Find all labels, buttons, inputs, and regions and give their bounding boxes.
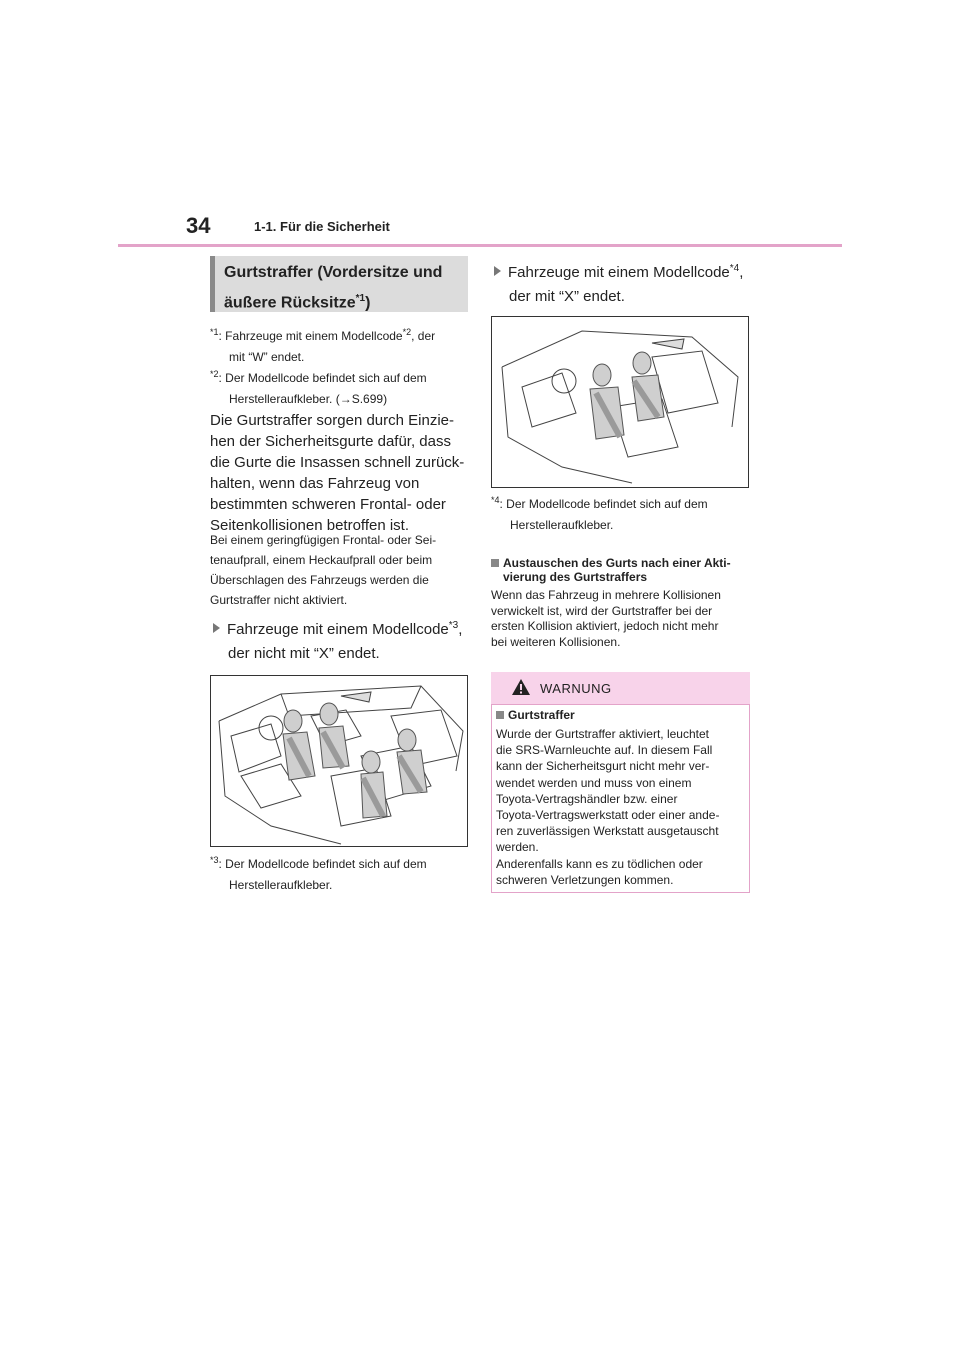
footnote-1-ref: *2	[402, 327, 412, 337]
footnote-1-line-a	[210, 322, 472, 347]
footnote-1-text-b: , der	[411, 329, 436, 343]
para-line: bestimmten schweren Frontal- oder	[210, 496, 446, 513]
page-ref-arrow-icon: →	[339, 392, 352, 406]
footnote-3	[210, 850, 472, 896]
footnote-1-text-a: : Fahrzeuge mit einem Modellcode	[218, 329, 403, 343]
para-line: die Gurte die Insassen schnell zurück-	[210, 454, 465, 471]
section-title: 1-1. Für die Sicherheit	[254, 219, 390, 234]
warning-triangle-icon	[511, 678, 531, 696]
warning-title: WARNUNG	[540, 681, 612, 696]
note-line: Überschlagen des Fahrzeugs werden die	[210, 573, 429, 587]
footnote-3-line-a	[210, 850, 472, 875]
bullet-right-text-b: ,	[739, 264, 744, 281]
warning-line: werden.	[496, 840, 539, 855]
sub-heading-line-1	[491, 556, 753, 570]
warning-line: schweren Verletzungen kommen.	[496, 872, 674, 887]
note-paragraph	[210, 530, 472, 610]
sub-para-line: Wenn das Fahrzeug in mehrere Kollisionen	[491, 588, 721, 602]
warning-item-title	[496, 708, 575, 722]
footnote-2	[210, 364, 472, 410]
note-line: Bei einem geringfügigen Frontal- oder Sei-	[210, 533, 437, 547]
main-paragraph	[210, 410, 472, 536]
heading-line-2	[224, 286, 468, 316]
warning-item-title-text: Gurtstraffer	[508, 708, 575, 722]
bullet-right-text-a: Fahrzeuge mit einem Modellcode	[508, 264, 730, 281]
sub-heading	[491, 556, 753, 584]
footnote-4	[491, 490, 753, 536]
bullet-model-not-x	[213, 614, 475, 666]
sub-para-line: ersten Kollision aktiviert, jedoch nicht mehr	[491, 619, 719, 633]
para-line: Seitenkollisionen betroffen ist.	[210, 517, 410, 534]
heading-line-2-text: äußere Rücksitze	[224, 294, 356, 312]
para-line: halten, wenn das Fahrzeug von	[210, 475, 420, 492]
bullet-text-b: ,	[458, 621, 463, 638]
sub-para-line: verwickelt ist, wird der Gurtstraffer bei der	[491, 603, 713, 618]
warning-line: Anderenfalls kann es zu tödlichen oder	[496, 856, 703, 871]
bullet-right-text-c: der mit “X” endet.	[509, 288, 625, 305]
footnote-3-marker: *3	[210, 855, 219, 865]
warning-line: die SRS-Warnleuchte auf. In diesem Fall	[496, 743, 713, 758]
para-line: hen der Sicherheitsgurte dafür, dass	[210, 433, 451, 450]
warning-line: Wurde der Gurtstraffer aktiviert, leuchtet	[496, 727, 709, 741]
bullet-right-line-a	[494, 257, 756, 285]
warning-line: Toyota-Vertragshändler bzw. einer	[496, 791, 678, 806]
heading-close: )	[365, 294, 371, 312]
footnote-2-text-b: Herstelleraufkleber. (	[229, 392, 340, 406]
page-number: 34	[186, 213, 211, 238]
figure-interior-front	[491, 316, 749, 488]
footnote-4-text-b: Herstelleraufkleber.	[510, 518, 614, 532]
para-line: Die Gurtstraffer sorgen durch Einzie-	[210, 412, 454, 429]
footnote-4-marker: *4	[491, 495, 500, 505]
warning-text	[496, 726, 744, 888]
bullet-right-ref: *4	[729, 263, 740, 274]
car-front-seats-illustration	[492, 317, 748, 487]
warning-line: Toyota-Vertragswerkstatt oder einer ande-	[496, 808, 720, 823]
square-bullet-icon	[491, 559, 499, 567]
footnote-4-text-a: : Der Modellcode befindet sich auf dem	[499, 497, 708, 511]
footnote-3-text-a: : Der Modellcode befindet sich auf dem	[218, 857, 427, 871]
note-line: tenaufprall, einem Heckaufprall oder beim	[210, 553, 433, 567]
bullet-line-a	[213, 614, 475, 642]
footnote-2-marker: *2	[210, 369, 219, 379]
bullet-text-c: der nicht mit “X” endet.	[228, 645, 380, 662]
heading-line-1: Gurtstraffer (Vordersitze und	[224, 264, 443, 281]
bullet-text-a: Fahrzeuge mit einem Modellcode	[227, 621, 449, 638]
header-rule	[118, 244, 842, 247]
sub-paragraph	[491, 588, 753, 650]
footnote-1	[210, 322, 472, 368]
warning-line: kann der Sicherheitsgurt nicht mehr ver-	[496, 759, 710, 774]
footnote-4-line-a	[491, 490, 753, 515]
warning-line: ren zuverlässigen Werkstatt ausgetauscht	[496, 824, 719, 839]
bullet-triangle-icon	[494, 266, 501, 276]
sub-heading-text-2: vierung des Gurtstraffers	[503, 570, 648, 584]
bullet-triangle-icon	[213, 623, 220, 633]
section-heading	[210, 256, 468, 312]
footnote-1-marker: *1	[210, 327, 219, 337]
bullet-ref: *3	[448, 620, 459, 631]
footnote-3-text-b: Herstelleraufkleber.	[229, 878, 333, 892]
sub-heading-text-1: Austauschen des Gurts nach einer Akti-	[503, 556, 731, 570]
footnote-2-line-b	[210, 389, 472, 410]
bullet-model-x	[494, 257, 756, 309]
sub-para-line: bei weiteren Kollisionen.	[491, 634, 621, 649]
footnote-1-text-c: mit “W” endet.	[229, 350, 305, 364]
figure-interior-full	[210, 675, 468, 847]
note-line: Gurtstraffer nicht aktiviert.	[210, 593, 348, 607]
footnote-2-line-a	[210, 364, 472, 389]
car-interior-illustration	[211, 676, 467, 846]
footnote-2-page-link[interactable]: S.699)	[351, 392, 388, 406]
footnote-2-text-a: : Der Modellcode befindet sich auf dem	[218, 371, 427, 385]
heading-footnote-ref: *1	[355, 293, 366, 304]
warning-line: wendet werden und muss von einem	[496, 775, 692, 790]
square-bullet-icon	[496, 711, 504, 719]
